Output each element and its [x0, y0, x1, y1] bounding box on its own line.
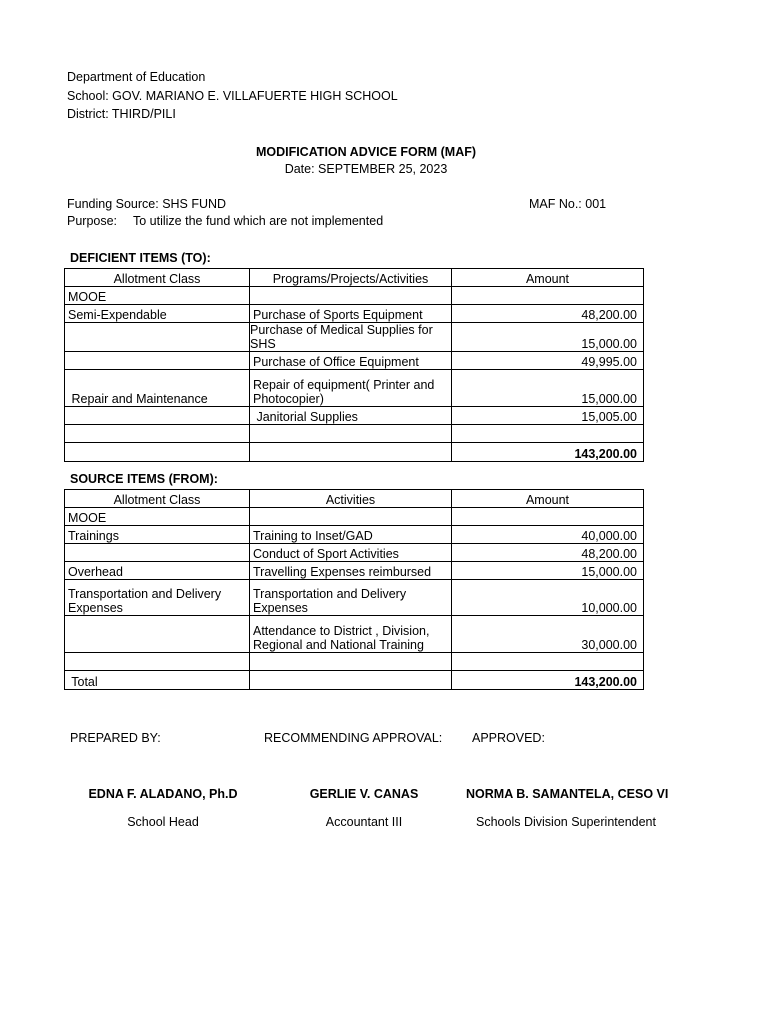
table-row: [65, 287, 644, 305]
table-header-row: [65, 269, 644, 287]
amount-cell: 40,000.00: [452, 526, 644, 544]
recommending-title: Accountant III: [325, 815, 403, 829]
amount-cell: 49,995.00: [452, 352, 644, 370]
amount-cell: 15,005.00: [452, 407, 644, 425]
column-header: Allotment Class: [65, 269, 250, 287]
deficient-table: [64, 268, 644, 462]
deficient-heading: DEFICIENT ITEMS (TO):: [70, 251, 211, 265]
amount-cell: 15,000.00: [452, 323, 644, 352]
activity-cell: Janitorial Supplies: [250, 407, 452, 425]
table-row: [65, 425, 644, 443]
activity-cell: [250, 287, 452, 305]
activity-cell: [250, 425, 452, 443]
allotment-cell: [65, 544, 250, 562]
school-label: School: GOV. MARIANO E. VILLAFUERTE HIGH SCHOOL: [67, 89, 398, 103]
amount-cell: 48,200.00: [452, 544, 644, 562]
activity-cell: Purchase of Medical Supplies for SHS: [250, 323, 452, 352]
allotment-cell: [65, 323, 250, 352]
activity-cell: Travelling Expenses reimbursed: [250, 562, 452, 580]
prepared-by-label: PREPARED BY:: [70, 731, 161, 745]
activity-cell: Purchase of Office Equipment: [250, 352, 452, 370]
department-label: Department of Education: [67, 70, 206, 84]
allotment-cell: Repair and Maintenance: [65, 370, 250, 407]
prepared-by-title: School Head: [127, 815, 199, 829]
total-amount: 143,200.00: [452, 671, 644, 690]
amount-cell: [452, 508, 644, 526]
amount-cell: 10,000.00: [452, 580, 644, 616]
allotment-cell: Transportation and Delivery Expenses: [65, 580, 250, 616]
activity-cell: [250, 508, 452, 526]
activity-cell: Attendance to District , Division, Regional and National Training: [250, 616, 452, 653]
approved-name: NORMA B. SAMANTELA, CESO VI: [466, 787, 669, 801]
total-row: [65, 443, 644, 462]
empty-cell: [250, 443, 452, 462]
funding-source: Funding Source: SHS FUND: [67, 197, 227, 211]
approved-title: Schools Division Superintendent: [476, 815, 656, 829]
allotment-cell: [65, 616, 250, 653]
column-header: Amount: [452, 269, 644, 287]
activity-cell: Transportation and Delivery Expenses: [250, 580, 452, 616]
purpose-text: To utilize the fund which are not implemented: [133, 214, 384, 228]
allotment-cell: MOOE: [65, 508, 250, 526]
amount-cell: 48,200.00: [452, 305, 644, 323]
total-amount: 143,200.00: [452, 443, 644, 462]
table-row: [65, 508, 644, 526]
column-header: Programs/Projects/Activities: [250, 269, 452, 287]
allotment-cell: Overhead: [65, 562, 250, 580]
activity-cell: Purchase of Sports Equipment: [250, 305, 452, 323]
table-row: [65, 323, 644, 352]
source-heading: SOURCE ITEMS (FROM):: [70, 472, 218, 486]
amount-cell: [452, 653, 644, 671]
approved-label: APPROVED:: [472, 731, 545, 745]
amount-cell: 15,000.00: [452, 562, 644, 580]
recommending-approval-label: RECOMMENDING APPROVAL:: [264, 731, 443, 745]
column-header: Activities: [250, 490, 452, 508]
amount-cell: [452, 287, 644, 305]
total-label: Total: [65, 671, 250, 690]
activity-cell: Conduct of Sport Activities: [250, 544, 452, 562]
table-row: [65, 580, 644, 616]
allotment-cell: [65, 425, 250, 443]
source-table: [64, 489, 644, 690]
table-row: [65, 352, 644, 370]
table-row: [65, 544, 644, 562]
table-row: [65, 562, 644, 580]
form-date: Date: SEPTEMBER 25, 2023: [284, 162, 448, 176]
purpose-label: Purpose:: [67, 214, 118, 228]
total-row: [65, 671, 644, 690]
column-header: Allotment Class: [65, 490, 250, 508]
allotment-cell: [65, 653, 250, 671]
allotment-cell: Trainings: [65, 526, 250, 544]
activity-cell: [250, 653, 452, 671]
total-label: [65, 443, 250, 462]
table-row: [65, 305, 644, 323]
table-row: [65, 370, 644, 407]
table-header-row: [65, 490, 644, 508]
allotment-cell: [65, 407, 250, 425]
table-row: [65, 653, 644, 671]
table-row: [65, 407, 644, 425]
empty-cell: [250, 671, 452, 690]
allotment-cell: MOOE: [65, 287, 250, 305]
recommending-name: GERLIE V. CANAS: [309, 787, 419, 801]
table-row: [65, 526, 644, 544]
amount-cell: 30,000.00: [452, 616, 644, 653]
amount-cell: 15,000.00: [452, 370, 644, 407]
allotment-cell: [65, 352, 250, 370]
allotment-cell: Semi-Expendable: [65, 305, 250, 323]
form-title: MODIFICATION ADVICE FORM (MAF): [255, 145, 477, 159]
amount-cell: [452, 425, 644, 443]
activity-cell: Repair of equipment( Printer and Photocopier): [250, 370, 452, 407]
prepared-by-name: EDNA F. ALADANO, Ph.D: [88, 787, 238, 801]
maf-number: MAF No.: 001: [529, 197, 607, 211]
column-header: Amount: [452, 490, 644, 508]
district-label: District: THIRD/PILI: [67, 107, 176, 121]
table-row: [65, 616, 644, 653]
activity-cell: Training to Inset/GAD: [250, 526, 452, 544]
